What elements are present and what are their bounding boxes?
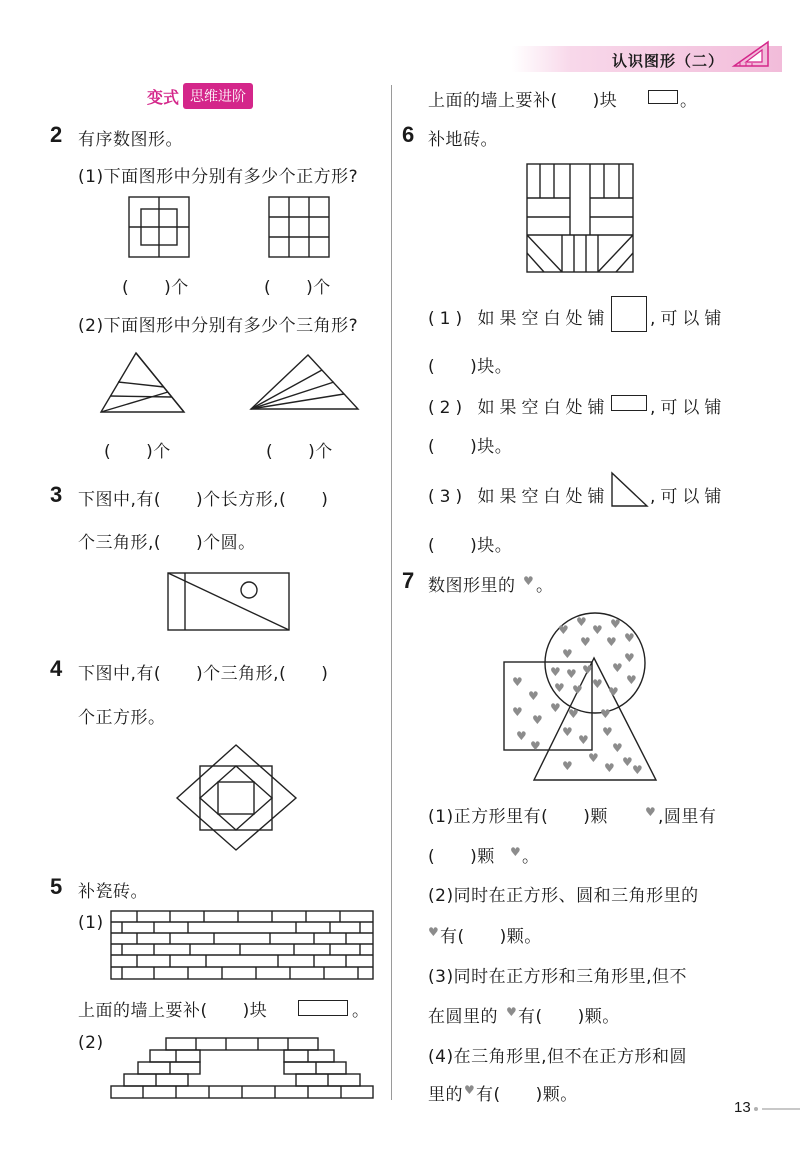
question-2-answer-2: ( )个 xyxy=(264,278,331,298)
question-5-line2: 上面的墙上要补( )块 xyxy=(428,91,618,111)
question-5-end2: 。 xyxy=(680,91,698,111)
question-4-line1: 下图中,有( )个三角形,( ) xyxy=(78,664,329,684)
nested-squares-figure xyxy=(128,196,192,260)
triangle-lines-figure-1 xyxy=(100,352,186,414)
svg-text:♥: ♥ xyxy=(600,707,611,721)
question-2-answer-4: ( )个 xyxy=(266,442,333,462)
svg-text:♥: ♥ xyxy=(562,759,573,773)
heart-icon: ♥ xyxy=(645,805,656,819)
tag-label: 变式 xyxy=(147,87,180,107)
question-7-line5: (3)同时在正方形和三角形里,但不 xyxy=(428,967,687,987)
question-7-title: 数图形里的 xyxy=(428,576,516,596)
question-7-line6b: 有( )颗。 xyxy=(518,1007,620,1027)
rectangle-triangle-circle-figure xyxy=(167,572,291,632)
svg-text:♥: ♥ xyxy=(550,701,561,715)
triangle-fan-figure-2 xyxy=(250,354,360,412)
heart-icon: ♥ xyxy=(428,925,439,939)
question-2-title: 有序数图形。 xyxy=(78,130,183,150)
svg-text:♥: ♥ xyxy=(558,623,569,637)
square-tile-icon xyxy=(611,296,647,332)
question-7-line8a: 里的 xyxy=(428,1085,463,1105)
question-7-title-end: 。 xyxy=(536,576,554,596)
rectangle-tile-icon xyxy=(611,395,647,411)
brick-arch-figure-2 xyxy=(110,1030,374,1100)
question-7-line8b: 有( )颗。 xyxy=(476,1085,578,1105)
question-4-line2: 个正方形。 xyxy=(78,708,166,728)
svg-text:♥: ♥ xyxy=(580,635,591,649)
triangle-ruler-icon xyxy=(732,40,772,70)
question-5-end1: 。 xyxy=(352,1001,370,1021)
svg-text:♥: ♥ xyxy=(592,623,603,637)
svg-text:♥: ♥ xyxy=(562,725,573,739)
question-2-part2: (2)下面图形中分别有多少个三角形? xyxy=(78,316,359,336)
floor-tile-figure xyxy=(526,163,634,273)
svg-text:♥: ♥ xyxy=(512,705,523,719)
heart-icon: ♥ xyxy=(510,845,521,859)
svg-text:♥: ♥ xyxy=(528,689,539,703)
question-5-label-1: (1) xyxy=(78,913,104,933)
question-6-s3-answer: ( )块。 xyxy=(428,536,513,556)
svg-text:♥: ♥ xyxy=(576,615,587,629)
svg-text:♥: ♥ xyxy=(516,729,527,743)
brick-tile-icon xyxy=(298,1000,348,1016)
svg-text:♥: ♥ xyxy=(612,661,623,675)
question-2-part1: (1)下面图形中分别有多少个正方形? xyxy=(78,167,359,187)
question-2-answer-3: ( )个 xyxy=(104,442,171,462)
question-7-line1a: (1)正方形里有( )颗 xyxy=(428,807,608,827)
svg-text:♥: ♥ xyxy=(530,739,541,753)
question-3-line2: 个三角形,( )个圆。 xyxy=(78,533,256,553)
diamond-squares-figure xyxy=(176,744,298,852)
question-7-number: 7 xyxy=(402,568,415,593)
svg-text:♥: ♥ xyxy=(532,713,543,727)
heart-icon: ♥ xyxy=(506,1005,517,1019)
svg-text:♥: ♥ xyxy=(582,663,593,677)
heart-icon: ♥ xyxy=(464,1083,475,1097)
svg-text:♥: ♥ xyxy=(554,681,565,695)
svg-text:♥: ♥ xyxy=(624,651,635,665)
question-6-s3-text: (3) 如果空白处铺 xyxy=(428,487,610,507)
tag-sublabel: 思维进阶 xyxy=(183,83,253,109)
question-2-answer-1: ( )个 xyxy=(122,278,189,298)
question-7-line1b: ,圆里有 xyxy=(658,807,717,827)
svg-text:♥: ♥ xyxy=(606,635,617,649)
question-6-number: 6 xyxy=(402,122,415,147)
question-2-number: 2 xyxy=(50,122,63,147)
svg-text:♥: ♥ xyxy=(562,647,573,661)
question-7-line6a: 在圆里的 xyxy=(428,1007,498,1027)
header-title: 认识图形（二） xyxy=(612,52,725,70)
svg-text:♥: ♥ xyxy=(568,707,579,721)
question-6-s1-text: (1) 如果空白处铺 xyxy=(428,309,610,329)
svg-text:♥: ♥ xyxy=(608,685,619,699)
question-3-number: 3 xyxy=(50,482,63,507)
question-5-number: 5 xyxy=(50,874,63,899)
question-5-title: 补瓷砖。 xyxy=(78,882,148,902)
question-6-s2-suffix: ,可以铺 xyxy=(650,398,727,418)
question-6-s1-suffix: ,可以铺 xyxy=(650,309,727,329)
svg-text:♥: ♥ xyxy=(612,741,623,755)
question-7-line3: (2)同时在正方形、圆和三角形里的 xyxy=(428,886,699,906)
question-6-s2-answer: ( )块。 xyxy=(428,437,513,457)
venn-shapes-figure xyxy=(502,612,662,782)
svg-text:♥: ♥ xyxy=(550,665,561,679)
svg-text:♥: ♥ xyxy=(626,673,637,687)
question-6-title: 补地砖。 xyxy=(428,130,498,150)
brick-wall-figure-1 xyxy=(110,910,374,980)
question-6-s2-text: (2) 如果空白处铺 xyxy=(428,398,610,418)
triangle-tile-icon xyxy=(611,472,649,508)
question-5-label-2: (2) xyxy=(78,1033,104,1053)
heart-icon: ♥ xyxy=(523,574,534,588)
question-3-line1: 下图中,有( )个长方形,( ) xyxy=(78,490,329,510)
svg-text:♥: ♥ xyxy=(602,725,613,739)
column-divider xyxy=(391,85,392,1100)
svg-text:♥: ♥ xyxy=(578,733,589,747)
svg-text:♥: ♥ xyxy=(632,763,643,777)
svg-text:♥: ♥ xyxy=(604,761,615,775)
question-7-line2a: ( )颗 xyxy=(428,847,495,867)
grid-squares-figure xyxy=(268,196,332,260)
question-5-line1: 上面的墙上要补( )块 xyxy=(78,1001,268,1021)
page-number-line xyxy=(762,1108,800,1110)
svg-text:♥: ♥ xyxy=(588,751,599,765)
question-6-s1-answer: ( )块。 xyxy=(428,357,513,377)
brick-tile-icon-2 xyxy=(648,90,678,104)
question-4-number: 4 xyxy=(50,656,63,681)
page-number-dot xyxy=(754,1107,758,1111)
question-7-line7: (4)在三角形里,但不在正方形和圆 xyxy=(428,1047,687,1067)
page-number: 13 xyxy=(734,1099,751,1116)
question-7-line2b: 。 xyxy=(522,847,540,867)
svg-text:♥: ♥ xyxy=(572,683,583,697)
svg-text:♥: ♥ xyxy=(512,675,523,689)
svg-text:♥: ♥ xyxy=(622,755,633,769)
svg-text:♥: ♥ xyxy=(610,617,621,631)
section-tag xyxy=(143,84,253,108)
question-7-line4: 有( )颗。 xyxy=(440,927,542,947)
question-6-s3-suffix: ,可以铺 xyxy=(650,487,727,507)
svg-text:♥: ♥ xyxy=(624,631,635,645)
svg-text:♥: ♥ xyxy=(566,667,577,681)
svg-text:♥: ♥ xyxy=(592,677,603,691)
